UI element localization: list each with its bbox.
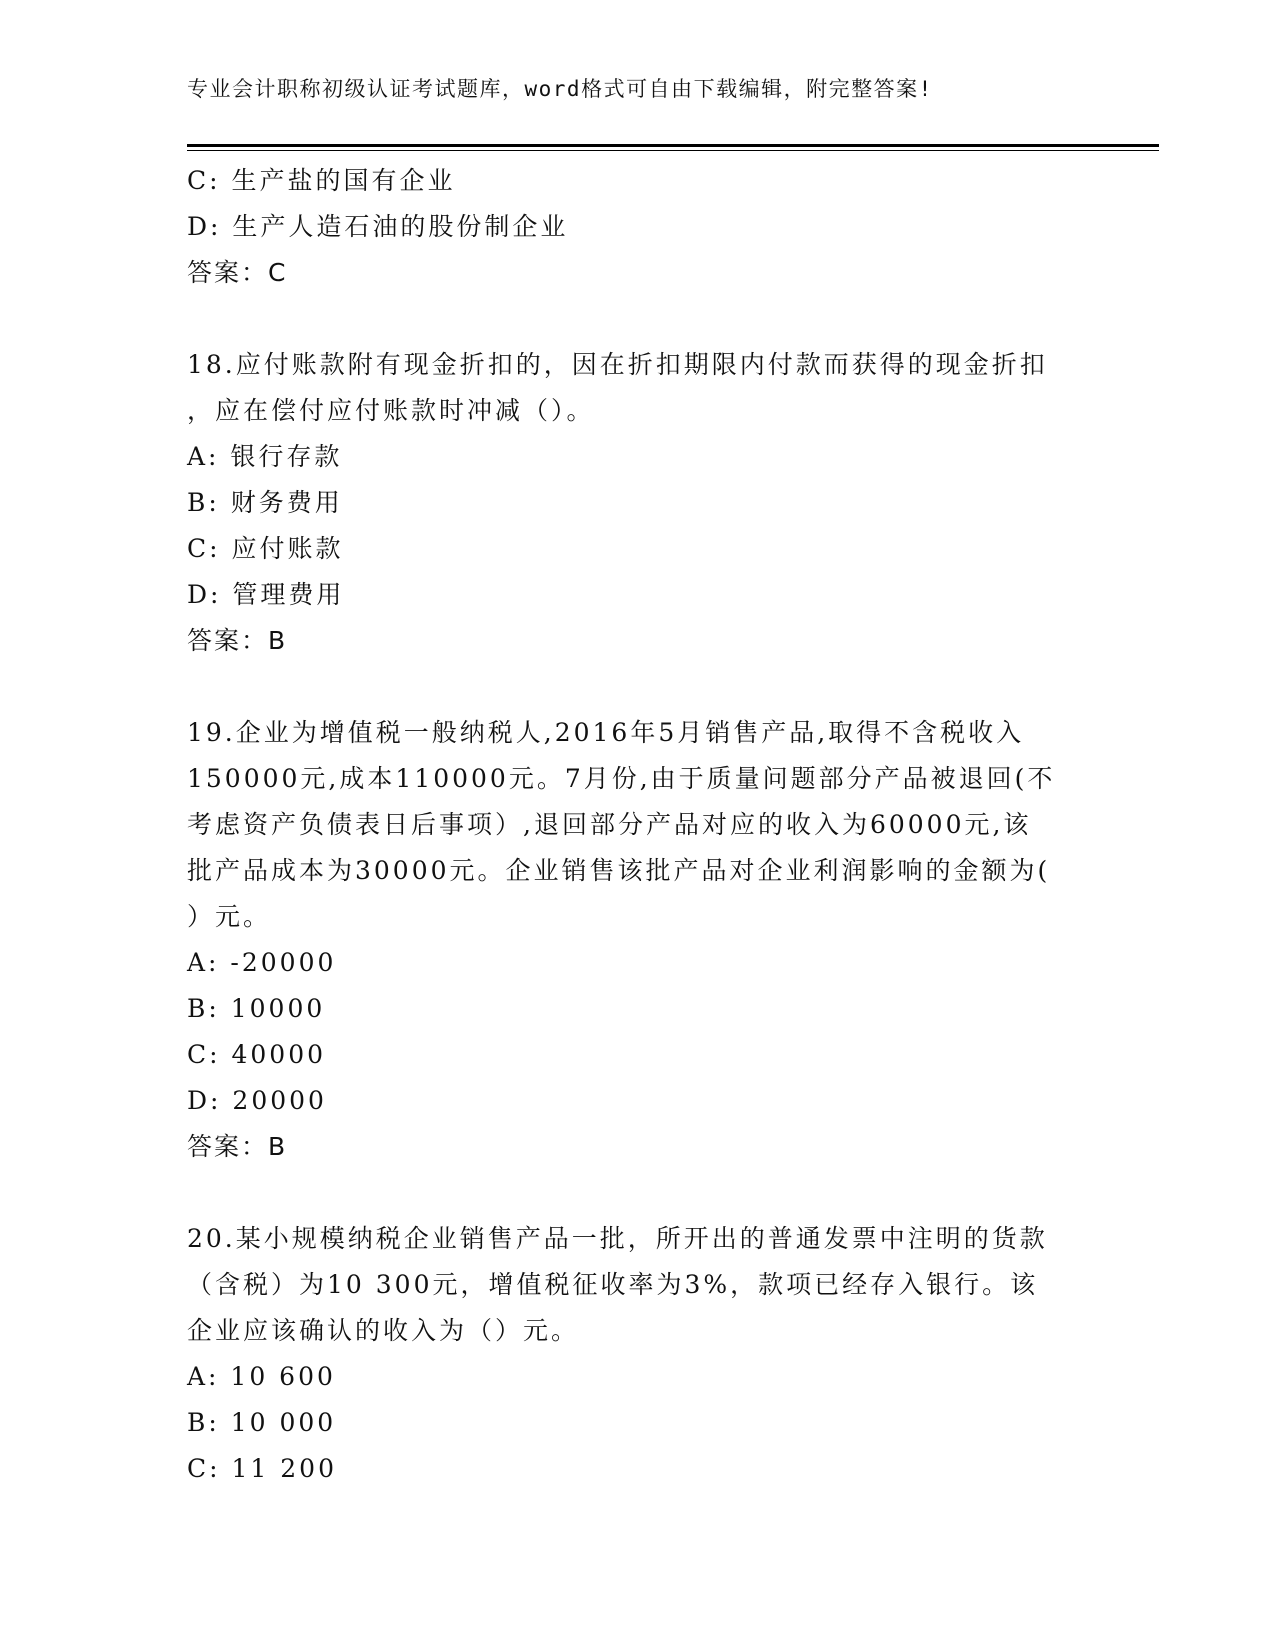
q20-option-a: A: 10 600 (187, 1362, 336, 1391)
q17-answer: 答案：C (187, 258, 288, 287)
q20-stem-line-3: 企业应该确认的收入为（）元。 (187, 1316, 580, 1345)
q20-stem-line-2: （含税）为10 300元，增值税征收率为3%，款项已经存入银行。该 (187, 1270, 1039, 1299)
q19-answer: 答案：B (187, 1132, 288, 1161)
q18-stem-line-2: ，应在偿付应付账款时冲减（）。 (187, 396, 595, 425)
q18-option-d: D: 管理费用 (187, 580, 345, 609)
q19-stem-line-2: 150000元,成本110000元。7月份,由于质量问题部分产品被退回(不 (187, 764, 1056, 793)
q19-option-c: C: 40000 (187, 1040, 327, 1069)
header-rule-thick (187, 144, 1159, 147)
q18-answer: 答案：B (187, 626, 288, 655)
q20-stem-line-1: 20.某小规模纳税企业销售产品一批，所开出的普通发票中注明的货款 (187, 1224, 1048, 1253)
question-content (187, 158, 1087, 1492)
q20-option-c: C: 11 200 (187, 1454, 337, 1483)
q18-stem-line-1: 18.应付账款附有现金折扣的，因在折扣期限内付款而获得的现金折扣 (187, 350, 1048, 379)
q17-option-c: C: 生产盐的国有企业 (187, 166, 456, 195)
q18-option-a: A: 银行存款 (187, 442, 343, 471)
q18-option-c: C: 应付账款 (187, 534, 344, 563)
q17-option-d: D: 生产人造石油的股份制企业 (187, 212, 569, 241)
header-rule-thin (187, 150, 1159, 151)
q19-option-b: B: 10000 (187, 994, 326, 1023)
q19-stem-line-1: 19.企业为增值税一般纳税人,2016年5月销售产品,取得不含税收入 (187, 718, 1025, 747)
q19-option-a: A: -20000 (187, 948, 337, 977)
page-header: 专业会计职称初级认证考试题库，word格式可自由下载编辑，附完整答案! (187, 77, 933, 101)
q20-option-b: B: 10 000 (187, 1408, 337, 1437)
q19-option-d: D: 20000 (187, 1086, 327, 1115)
q19-stem-line-5: ）元。 (187, 902, 272, 931)
q19-stem-line-4: 批产品成本为30000元。企业销售该批产品对企业利润影响的金额为( (187, 856, 1051, 885)
q18-option-b: B: 财务费用 (187, 488, 343, 517)
q19-stem-line-3: 考虑资产负债表日后事项）,退回部分产品对应的收入为60000元,该 (187, 810, 1032, 839)
